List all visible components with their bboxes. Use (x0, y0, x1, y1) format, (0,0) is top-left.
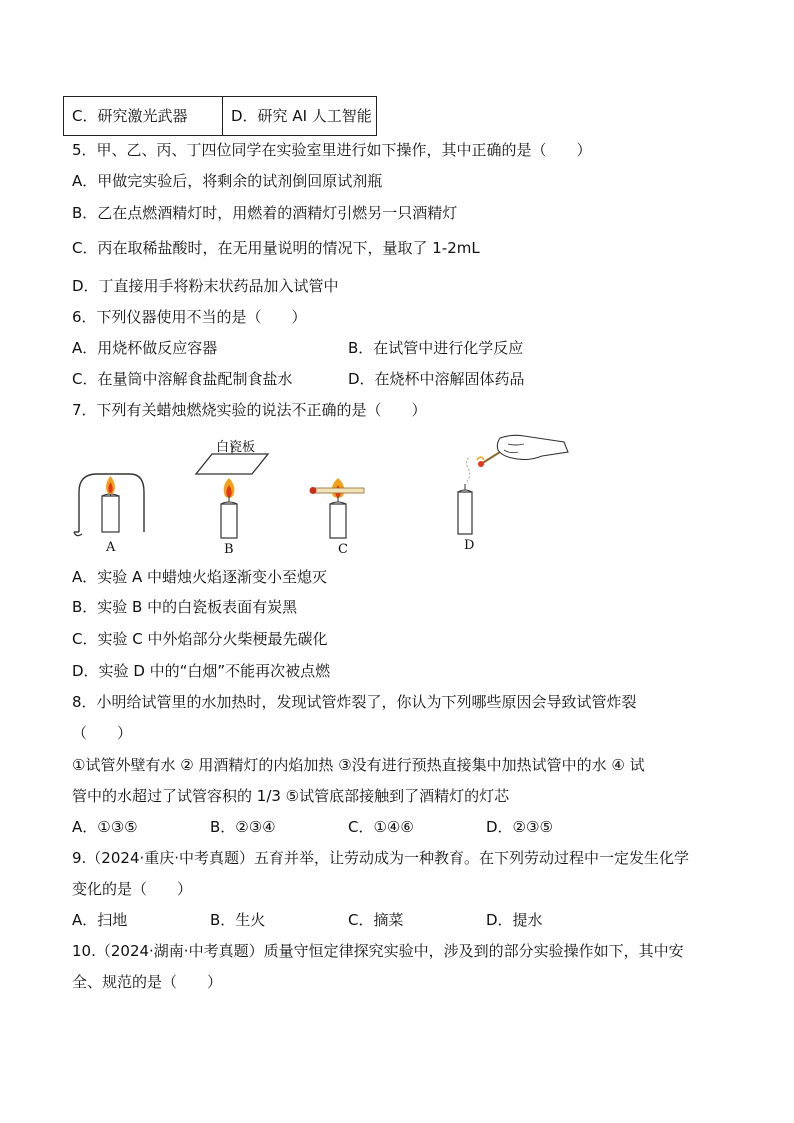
candle-figure-svg (72, 430, 592, 560)
q5-option-d: D．丁直接用手将粉末状药品加入试管中 (72, 277, 339, 295)
q4-options-table (63, 96, 377, 136)
q10-stem-line-2: 全、规范的是（ ） (72, 973, 223, 991)
q5-stem: 5．甲、乙、丙、丁四位同学在实验室里进行如下操作，其中正确的是（ ） (72, 141, 592, 159)
q6-option-d: D．在烧杯中溶解固体药品 (348, 370, 525, 388)
q8-stem: 8．小明给试管里的水加热时，发现试管炸裂了，你认为下列哪些原因会导致试管炸裂 (72, 693, 637, 711)
q6-option-c: C．在量筒中溶解食盐配制食盐水 (72, 370, 293, 388)
q4-option-d: D．研究 AI 人工智能 (222, 97, 372, 135)
q9-stem-line-1: 9.（2024·重庆·中考真题）五育并举，让劳动成为一种教育。在下列劳动过程中一定发生化学 (72, 849, 690, 867)
q5-option-c: C．丙在取稀盐酸时，在无用量说明的情况下，量取了 1-2mL (72, 239, 480, 257)
q7-option-c: C．实验 C 中外焰部分火柴梗最先碳化 (72, 630, 328, 648)
experiment-a-drawing (74, 474, 144, 536)
q7-option-a: A．实验 A 中蜡烛火焰逐渐变小至熄灭 (72, 568, 328, 586)
board-label: 白瓷板 (216, 440, 256, 455)
figure-label-a: A (106, 540, 116, 555)
figure-label-b: B (224, 542, 234, 557)
q8-option-a: A．①③⑤ (72, 818, 138, 836)
q5-option-b: B．乙在点燃酒精灯时，用燃着的酒精灯引燃另一只酒精灯 (72, 204, 458, 222)
q9-option-a: A．扫地 (72, 911, 128, 929)
q7-option-d: D．实验 D 中的“白烟”不能再次被点燃 (72, 662, 331, 680)
figure-label-c: C (338, 542, 348, 557)
q9-option-b: B．生火 (210, 911, 266, 929)
experiment-b-drawing (196, 444, 268, 538)
q8-reasons-line-1: ①试管外壁有水 ② 用酒精灯的内焰加热 ③没有进行预热直接集中加热试管中的水 ④ 试 (72, 756, 645, 774)
candle-experiment-figure (72, 430, 592, 560)
q8-option-d: D．②③⑤ (486, 818, 553, 836)
q10-stem-line-1: 10.（2024·湖南·中考真题）质量守恒定律探究实验中，涉及到的部分实验操作如下，其中安 (72, 942, 684, 960)
q9-stem-line-2: 变化的是（ ） (72, 880, 193, 898)
q9-option-d: D．提水 (486, 911, 543, 929)
q4-option-c: C．研究激光武器 (72, 107, 188, 125)
q7-stem: 7．下列有关蜡烛燃烧实验的说法不正确的是（ ） (72, 401, 427, 419)
q8-answer-paren: （ ） (72, 724, 133, 742)
q6-option-a: A．用烧杯做反应容器 (72, 339, 218, 357)
q7-option-b: B．实验 B 中的白瓷板表面有炭黑 (72, 598, 298, 616)
q8-option-b: B．②③④ (210, 818, 276, 836)
q5-option-a: A．甲做完实验后，将剩余的试剂倒回原试剂瓶 (72, 172, 383, 190)
q6-option-b: B．在试管中进行化学反应 (348, 339, 524, 357)
experiment-d-drawing (458, 435, 568, 534)
experiment-c-drawing (310, 478, 365, 538)
q8-option-c: C．①④⑥ (348, 818, 414, 836)
figure-label-d: D (464, 538, 475, 553)
q9-option-c: C．摘菜 (348, 911, 404, 929)
q8-reasons-line-2: 管中的水超过了试管容积的 1/3 ⑤试管底部接触到了酒精灯的灯芯 (72, 787, 510, 805)
q6-stem: 6．下列仪器使用不当的是（ ） (72, 308, 307, 326)
